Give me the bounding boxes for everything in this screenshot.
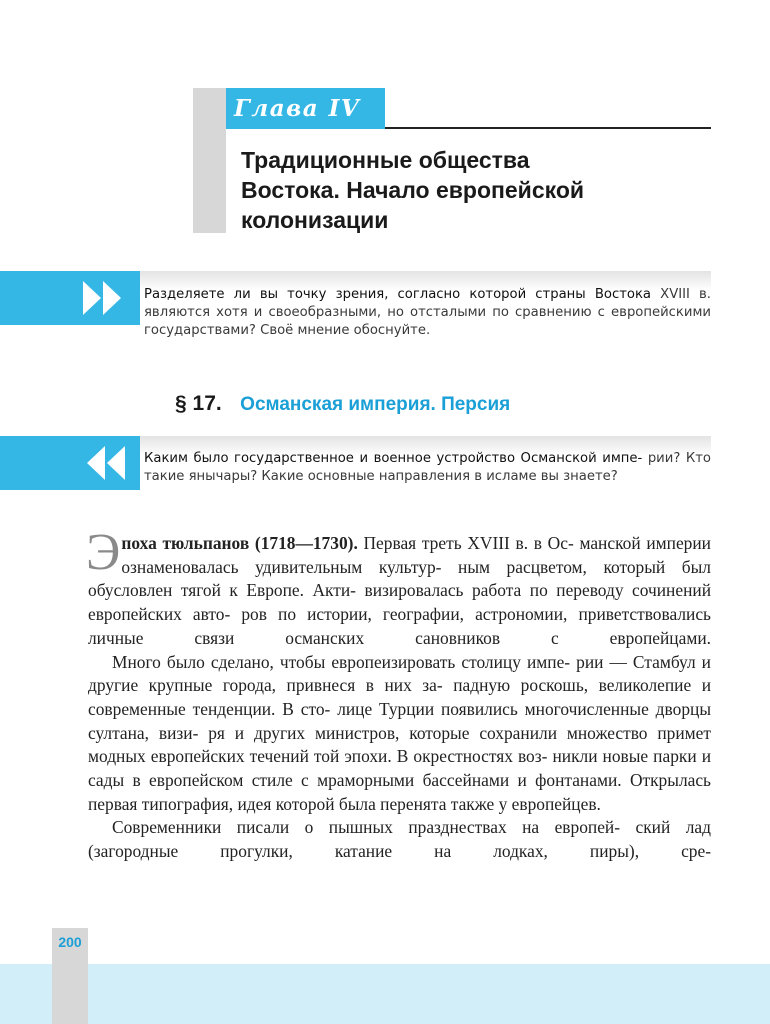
paragraph-heading: поха тюльпанов (1718—1730). xyxy=(121,533,358,553)
footer-band xyxy=(0,964,770,1024)
text-line: визировалась работа по переводу сочинений европейских авто- xyxy=(88,580,712,625)
recall-question-text xyxy=(144,450,711,486)
chapter-title-line: колонизации xyxy=(241,207,389,233)
chapter-side-bar xyxy=(193,88,226,233)
text-line: падную роскошь, великолепие и современные тенденции. В сто- xyxy=(88,675,712,719)
paragraph-1 xyxy=(86,524,712,651)
text-line: Первая треть XVIII в. в Ос- xyxy=(363,533,574,553)
text-line: ский лад (загородные прогулки, катание на лодках, пиры), сре- xyxy=(88,817,711,862)
chapter-title xyxy=(241,145,711,235)
intro-question-marker xyxy=(0,271,140,325)
intro-question-body: XVIII в. являются хотя и своеобразными, но отсталыми по сравнению с европейскими государствами? Своё мнение обоснуйте. xyxy=(144,287,711,338)
text-line: которой была перенята также у европейцев. xyxy=(275,793,601,814)
chapter-rule xyxy=(385,127,711,129)
intro-question-text xyxy=(144,286,711,340)
text-line: ря и других министров, которые сохранили множество примет xyxy=(208,722,711,743)
text-line: ров по истории, географии, астрономии, приветствовались xyxy=(241,604,711,625)
body-text xyxy=(86,524,712,864)
text-line: Много было сделано, чтобы европеизировать столицу импе- xyxy=(112,651,571,672)
section-name: Османская империя. Персия xyxy=(240,394,511,415)
chapter-title-line: Традиционные общества xyxy=(241,147,530,173)
text-line: лице Турции появились многочисленные дворцы султана, визи- xyxy=(88,698,711,743)
recall-question-body: рии? Кто такие янычары? Какие основные направления в исламе вы знаете? xyxy=(144,451,711,484)
text-line: Современники писали о пышных празднествах на европей- xyxy=(112,817,621,838)
recall-question-marker xyxy=(0,436,140,490)
text-line: бассейнами и фонтанами. Открылась первая типография, идея xyxy=(88,770,711,814)
text-line: никли новые парки и сады в европейском стиле с мраморными xyxy=(88,746,712,791)
page-number: 200 xyxy=(58,934,82,950)
chapter-title-line: Востока. Начало европейской xyxy=(241,177,585,203)
text-line: личные связи османских сановников с европейцами. xyxy=(88,627,711,648)
text-line: рии — Стамбул и другие крупные города, привнеся в них за- xyxy=(88,651,711,696)
chapter-label: Глава IV xyxy=(226,88,385,129)
section-number: § 17. xyxy=(175,392,222,415)
paragraph-3 xyxy=(88,816,711,863)
drop-cap: Э xyxy=(86,524,121,581)
text-line: манской империи ознаменовалась удивительным культур- xyxy=(121,533,711,577)
forward-arrows-icon xyxy=(80,278,130,318)
text-line: модных европейских течений той эпохи. В окрестностях воз- xyxy=(88,746,548,767)
section-title xyxy=(175,392,510,416)
text-line: ным расцветом, который был обусловлен тягой к Европе. Акти- xyxy=(88,556,711,601)
back-arrows-icon xyxy=(84,443,134,483)
recall-question-lead: Каким было государственное и военное устройство Османской импе- xyxy=(144,451,643,466)
intro-question-lead: Разделяете ли вы точку зрения, согласно которой страны Востока xyxy=(144,287,652,302)
paragraph-2 xyxy=(88,651,711,817)
